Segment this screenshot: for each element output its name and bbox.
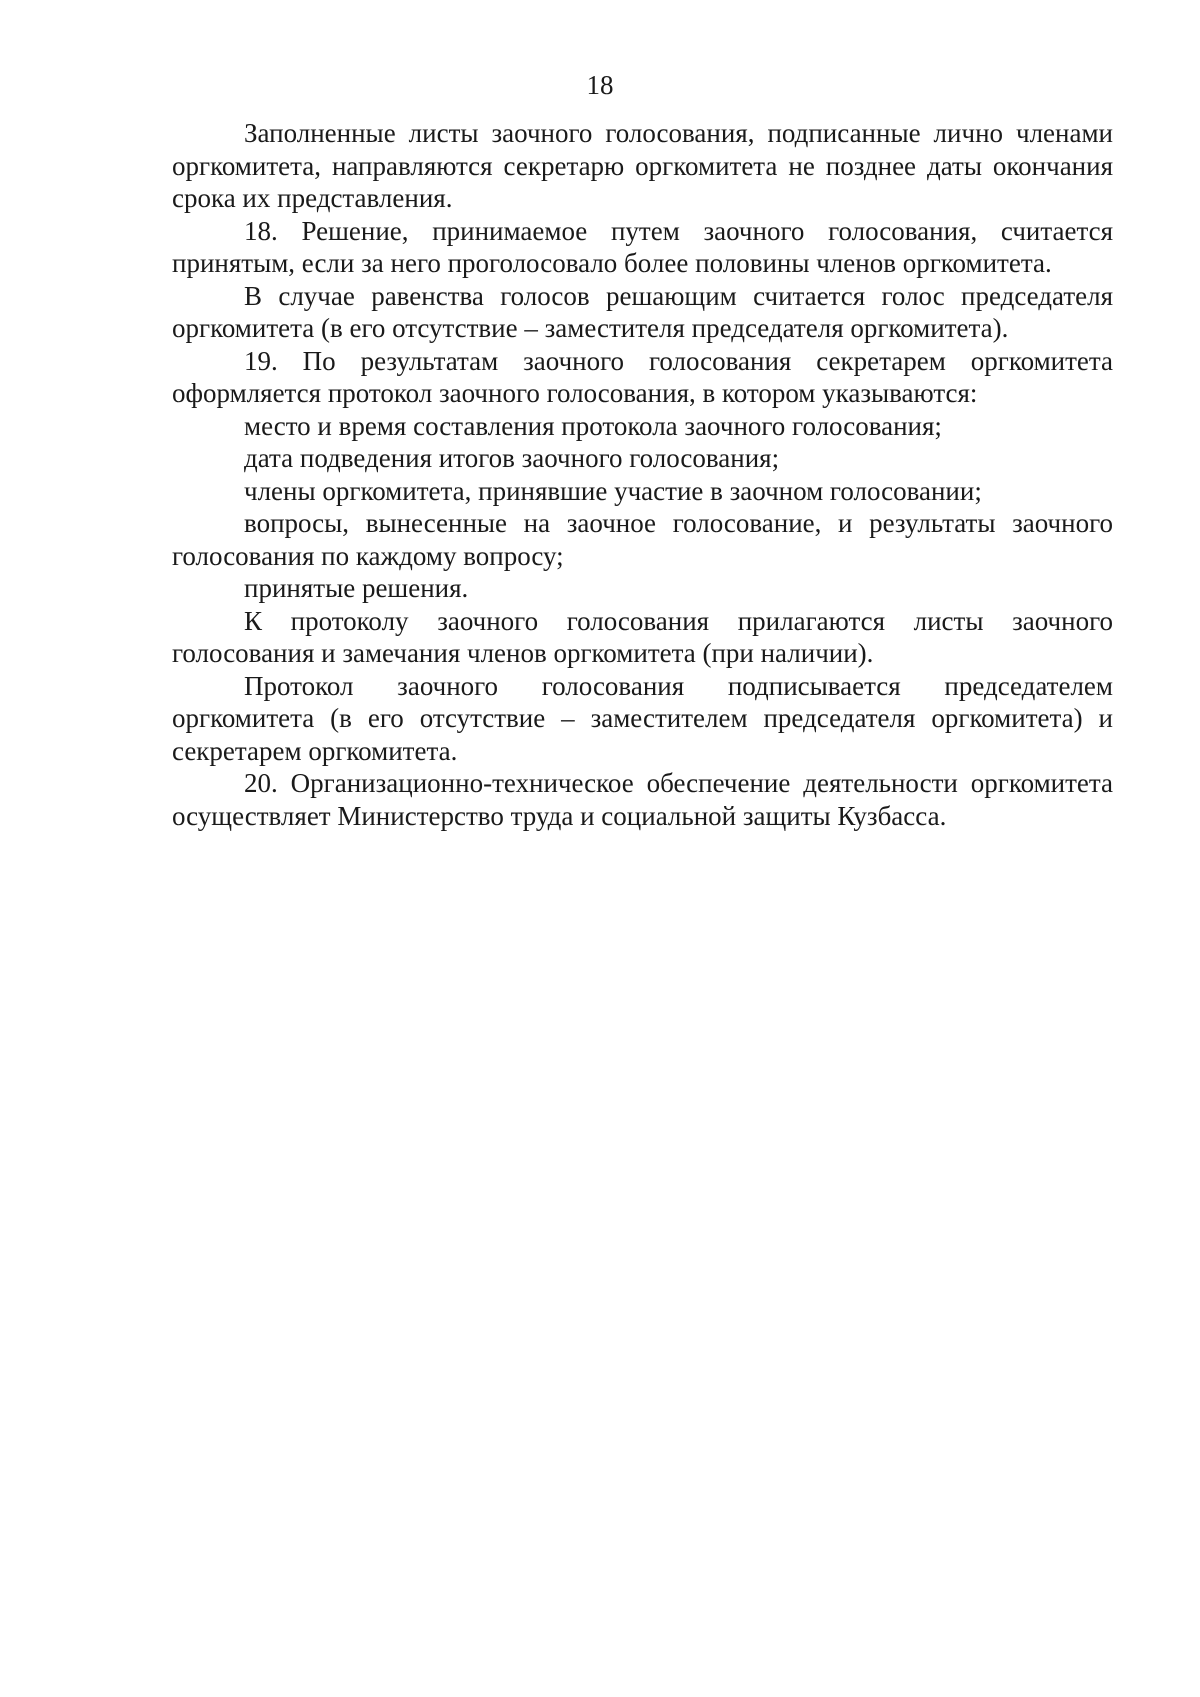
- paragraph-equal-votes: В случае равенства голосов решающим считается голос председателя оргкомитета (в его отсутствие – заместителя председателя оргкомитета).: [172, 280, 1113, 343]
- list-item-results-date: дата подведения итогов заочного голосования;: [244, 443, 780, 473]
- paragraph-item-18: 18. Решение, принимаемое путем заочного голосования, считается принятым, если за него проголосовало более половины членов оргкомитета.: [172, 215, 1113, 278]
- paragraph-item-20: 20. Организационно-техническое обеспечение деятельности оргкомитета осуществляет Министерство труда и социальной защиты Кузбасса.: [172, 768, 1113, 831]
- list-item-decisions: принятые решения.: [244, 573, 469, 603]
- paragraph-attachments: К протоколу заочного голосования прилагаются листы заочного голосования и замечания членов оргкомитета (при наличии).: [172, 605, 1113, 668]
- document-body: [172, 117, 1113, 832]
- list-item-participants: члены оргкомитета, принявшие участие в заочном голосовании;: [244, 475, 982, 506]
- list-item-place-time: место и время составления протокола заочного голосования;: [244, 410, 942, 441]
- paragraph-item-19: 19. По результатам заочного голосования секретарем оргкомитета оформляется протокол заочного голосования, в котором указываются:: [172, 345, 1113, 408]
- list-item-questions: вопросы, вынесенные на заочное голосование, и результаты заочного голосования по каждому вопросу;: [172, 508, 1113, 571]
- page-number: 18: [586, 70, 614, 100]
- paragraph-protocol-signing: Протокол заочного голосования подписывается председателем оргкомитета (в его отсутствие – заместителем председателя оргкомитета) и секретарем оргкомитета.: [172, 670, 1113, 766]
- paragraph-submitted-sheets: Заполненные листы заочного голосования, подписанные лично членами оргкомитета, направляются секретарю оргкомитета не позднее даты окончания срока их представления.: [172, 118, 1113, 213]
